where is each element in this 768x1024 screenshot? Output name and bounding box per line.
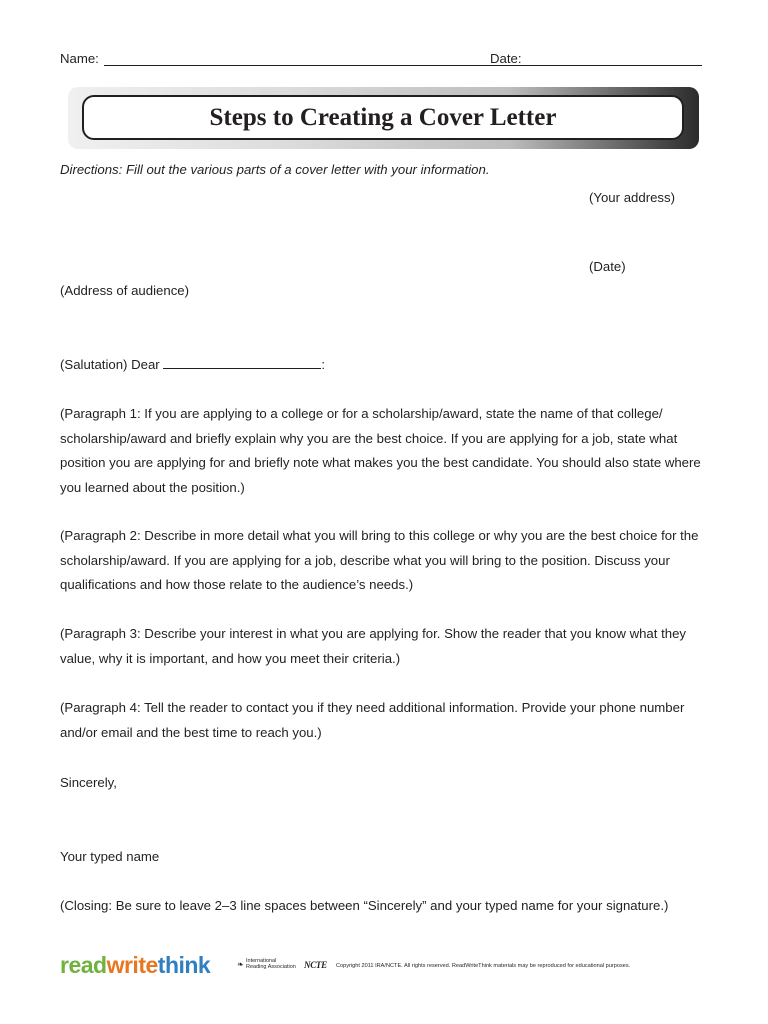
closing-sincerely: Sincerely, [60, 775, 117, 790]
copyright-text: Copyright 2011 IRA/NCTE. All rights reserved. ReadWriteThink materials may be reproduced for educational purposes. [336, 963, 631, 969]
typed-name-placeholder: Your typed name [60, 849, 160, 864]
date-blank-line[interactable] [527, 65, 702, 66]
readwritethink-logo [60, 951, 210, 979]
ira-mark-icon: ❧ [237, 960, 244, 969]
closing-note: (Closing: Be sure to leave 2–3 line spaces between “Sincerely” and your typed name for your signature.) [60, 898, 669, 913]
page-title: Steps to Creating a Cover Letter [209, 103, 557, 131]
salutation-prefix: (Salutation) Dear [60, 357, 160, 372]
ncte-logo: NCTE [304, 960, 327, 970]
paragraph-3: (Paragraph 3: Describe your interest in what you are applying for. Show the reader that you know what they value, why it is important, and how you meet their criteria.) [60, 626, 687, 666]
audience-address-placeholder: (Address of audience) [60, 283, 190, 298]
paragraph-1: (Paragraph 1: If you are applying to a college or for a scholarship/award, state the name of that college/ scholarship/award and briefly explain why you are the best choice. If you are applying for a job, state what position you are applying for and briefly note what makes you the best candidate. You should also state where you learned about the position.) [60, 406, 701, 495]
title-banner [82, 95, 684, 140]
footer [60, 951, 660, 981]
name-label: Name: [60, 51, 99, 66]
logo-think: think [157, 952, 211, 978]
paragraph-2: (Paragraph 2: Describe in more detail what you will bring to this college or why you are the best choice for the scholarship/award. If you are applying for a job, describe what you will bring to the position. Discuss your qualifications and how those relate to the audience’s needs.) [60, 528, 699, 593]
directions-text: Directions: Fill out the various parts of a cover letter with your information. [60, 162, 490, 177]
name-date-row [60, 51, 705, 69]
logo-write: write [106, 952, 158, 978]
logo-read: read [60, 952, 107, 978]
ira-logo [237, 958, 307, 978]
date-label: Date: [490, 51, 522, 66]
your-address-placeholder: (Your address) [589, 190, 676, 205]
salutation-blank-line[interactable] [163, 357, 321, 369]
date-placeholder: (Date) [589, 259, 626, 274]
paragraph-4: (Paragraph 4: Tell the reader to contact you if they need additional information. Provide your phone number and/or email and the best time to reach you.) [60, 700, 685, 740]
ira-text: International Reading Association [246, 958, 296, 970]
salutation-line [60, 357, 325, 373]
salutation-suffix: : [321, 357, 326, 372]
name-blank-line[interactable] [104, 65, 536, 66]
